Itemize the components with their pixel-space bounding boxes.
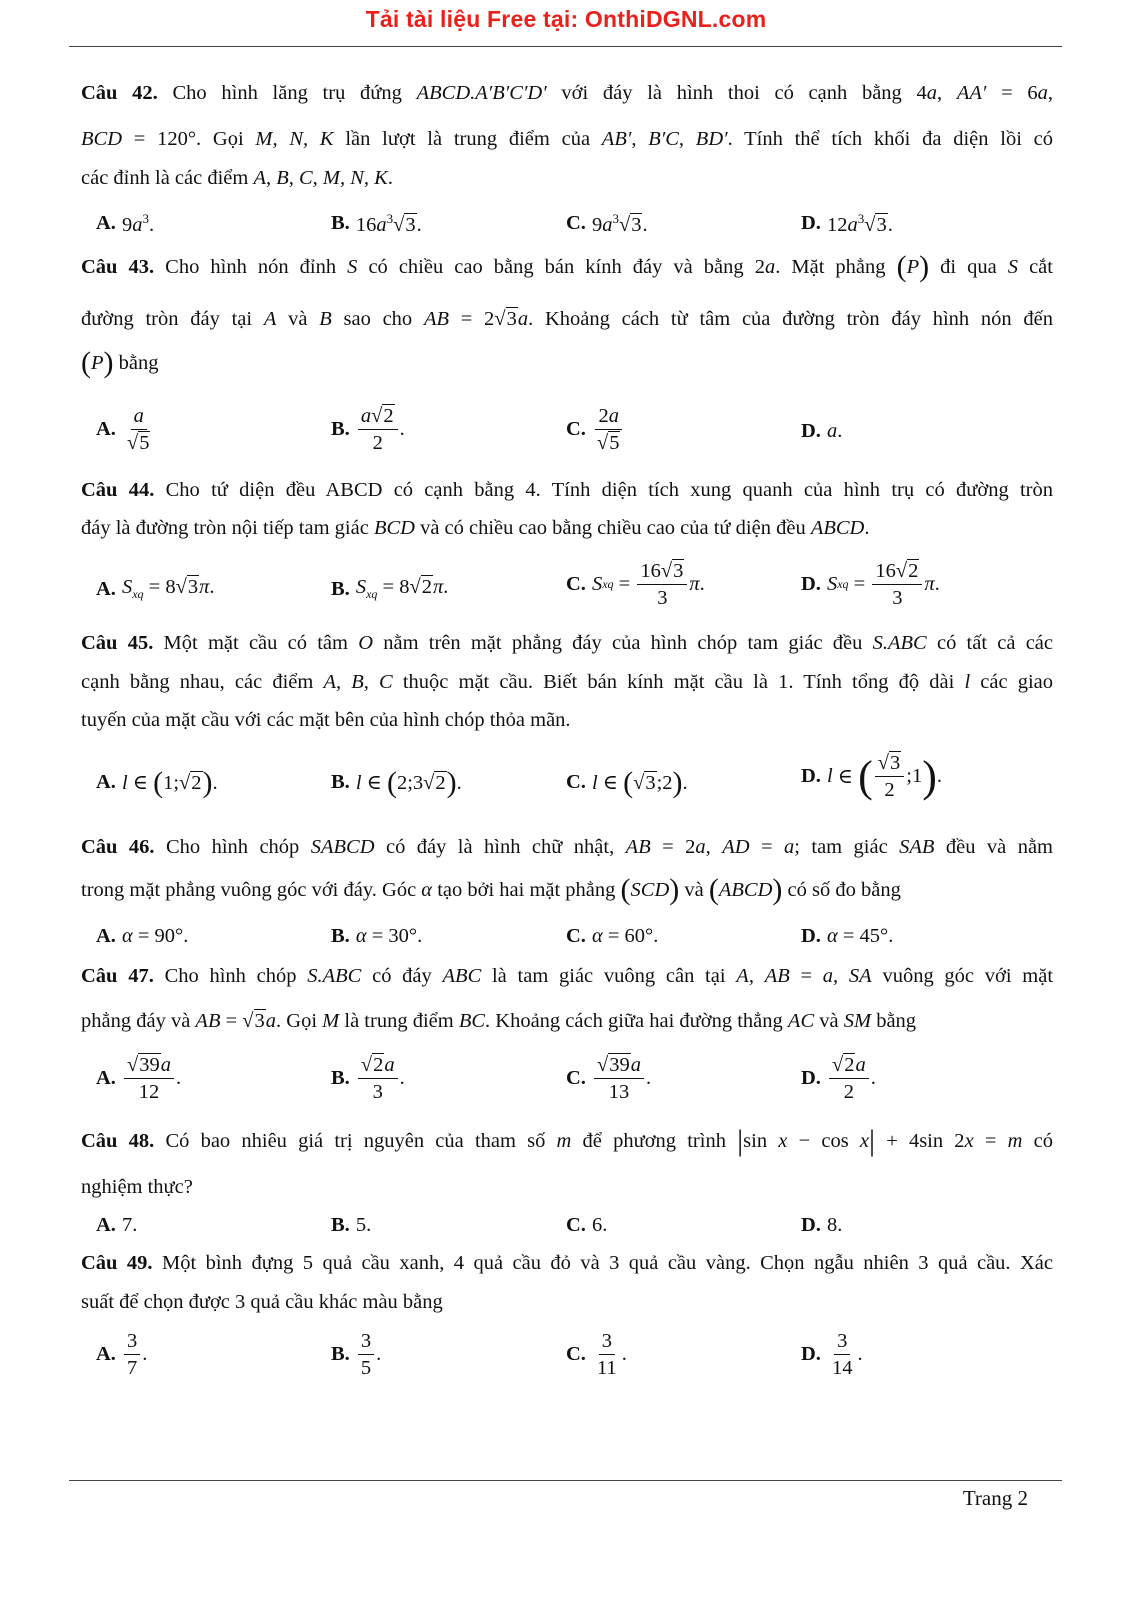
q49-option-c[interactable]: C. $\frac{3}{11}$ . xyxy=(566,1330,627,1379)
q49-option-a[interactable]: A. $\frac{3}{7}$ . xyxy=(96,1330,148,1379)
q47-line-1: Câu 47. Cho hình chóp S.ABC có đáy ABC là tam giác vuông cân tại A, AB = a, SA vuông góc với mặt xyxy=(81,965,1054,987)
q46-option-d[interactable]: D. α = 45°. xyxy=(801,925,894,947)
q43-line-3: (P) bằng xyxy=(81,346,159,379)
q44-line-1: Câu 44. Cho tứ diện đều ABCD có cạnh bằng 4. Tính diện tích xung quanh của hình trụ có đường tròn xyxy=(81,479,1053,501)
q45-line-3: tuyến của mặt cầu với các mặt bên của hình chóp thỏa mãn. xyxy=(81,709,571,731)
q49-line-2: suất để chọn được 3 quả cầu khác màu bằng xyxy=(81,1291,443,1313)
q47-option-a[interactable]: A. $\frac{√39a}{12}$ . xyxy=(96,1054,182,1103)
q45-option-d[interactable]: D. l ∈ ( $\frac{√3}{2}$ ;1 ) . xyxy=(801,751,942,801)
q44-option-a[interactable]: A. $S_{xq} = 8√3\pi$. xyxy=(96,576,215,602)
top-rule xyxy=(69,46,1062,47)
q45-option-c[interactable]: C. l ∈ (√3;2). xyxy=(566,766,688,799)
q48-option-d[interactable]: D. 8. xyxy=(801,1214,843,1236)
q42-option-c[interactable]: C. $9a^3√3$. xyxy=(566,211,648,236)
q48-option-b[interactable]: B. 5. xyxy=(331,1214,372,1236)
site-banner: Tải tài liệu Free tại: OnthiDGNL.com xyxy=(365,6,767,32)
q42-line-1: Câu 42. Cho hình lăng trụ đứng ABCD.A′B′C′D′ với đáy là hình thoi có cạnh bằng 4a, AA′ = 6a, xyxy=(81,82,1054,104)
q45-line-2: cạnh bằng nhau, các điểm A, B, C thuộc mặt cầu. Biết bán kính mặt cầu là 1. Tính tổng độ dài l các giao xyxy=(81,671,1053,693)
q43-line-2: đường tròn đáy tại A và B sao cho AB = 2√3a. Khoảng cách từ tâm của đường tròn đáy hình nón đến xyxy=(81,308,1054,330)
q47-option-d[interactable]: D. $\frac{√2a}{2}$ . xyxy=(801,1054,876,1103)
q44-line-2: đáy là đường tròn nội tiếp tam giác BCD và có chiều cao bằng chiều cao của tứ diện đều ABCD. xyxy=(81,517,870,539)
q42-line-3: các đỉnh là các điểm A, B, C, M, N, K. xyxy=(81,167,393,189)
q46-line-2: trong mặt phẳng vuông góc với đáy. Góc α tạo bởi hai mặt phẳng (SCD) và (ABCD) có số đo bằng xyxy=(81,873,901,906)
q47-option-b[interactable]: B. $\frac{√2a}{3}$ . xyxy=(331,1054,405,1103)
q42-line-2: BCD = 120°. Gọi M, N, K lần lượt là trung điểm của AB′, B′C, BD′. Tính thể tích khối đa diện lồi có xyxy=(81,128,1053,150)
q47-option-c[interactable]: C. $\frac{√39a}{13}$ . xyxy=(566,1054,652,1103)
q46-option-b[interactable]: B. α = 30°. xyxy=(331,925,423,947)
q44-option-c[interactable]: C. S xq = $\frac{16√3}{3}$ π . xyxy=(566,560,705,609)
q45-line-1: Câu 45. Một mặt cầu có tâm O nằm trên mặt phẳng đáy của hình chóp tam giác đều S.ABC có tất cả các xyxy=(81,632,1054,654)
q43-option-d[interactable]: D. a. xyxy=(801,420,843,442)
q48-line-1: Câu 48. Có bao nhiêu giá trị nguyên của tham số m để phương trình |sin x − cos x| + 4sin 2x = m có xyxy=(81,1124,1053,1157)
q43-option-a[interactable]: A. $\frac{a}{√5}$ xyxy=(96,405,150,454)
q49-option-b[interactable]: B. $\frac{3}{5}$ . xyxy=(331,1330,382,1379)
q47-line-2: phẳng đáy và AB = √3a. Gọi M là trung điểm BC. Khoảng cách giữa hai đường thẳng AC và SM bằng xyxy=(81,1010,917,1032)
q45-option-b[interactable]: B. l ∈ (2;3√2). xyxy=(331,766,462,799)
q42-option-d[interactable]: D. $12a^3√3$. xyxy=(801,211,893,236)
q43-line-1: Câu 43. Cho hình nón đỉnh S có chiều cao bằng bán kính đáy và bằng 2a. Mặt phẳng (P) đi qua S cắt xyxy=(81,250,1053,283)
bottom-rule xyxy=(69,1480,1062,1481)
q44-option-b[interactable]: B. $S_{xq} = 8√2\pi$. xyxy=(331,576,449,602)
page-number: Trang 2 xyxy=(962,1486,1028,1510)
q48-option-c[interactable]: C. 6. xyxy=(566,1214,608,1236)
q44-option-d[interactable]: D. S xq = $\frac{16√2}{3}$ π . xyxy=(801,560,940,609)
q43-option-b[interactable]: B. $\frac{a√2}{2}$ . xyxy=(331,405,405,454)
q49-option-d[interactable]: D. $\frac{3}{14}$ . xyxy=(801,1330,863,1379)
q49-line-1: Câu 49. Một bình đựng 5 quả cầu xanh, 4 quả cầu đỏ và 3 quả cầu vàng. Chọn ngẫu nhiên 3 quả cầu. Xác xyxy=(81,1252,1053,1274)
q46-option-c[interactable]: C. α = 60°. xyxy=(566,925,659,947)
q46-option-a[interactable]: A. α = 90°. xyxy=(96,925,189,947)
q48-line-2: nghiệm thực? xyxy=(81,1176,193,1198)
q43-option-c[interactable]: C. $\frac{2a}{√5}$ xyxy=(566,405,625,454)
q45-option-a[interactable]: A. l ∈ (1;√2). xyxy=(96,766,218,799)
q42-option-b[interactable]: B. $16a^3√3$. xyxy=(331,211,422,236)
q42-option-a[interactable]: A. $9a^3$. xyxy=(96,211,155,236)
q46-line-1: Câu 46. Cho hình chóp SABCD có đáy là hình chữ nhật, AB = 2a, AD = a; tam giác SAB đều và nằm xyxy=(81,836,1053,858)
q48-option-a[interactable]: A. 7. xyxy=(96,1214,138,1236)
